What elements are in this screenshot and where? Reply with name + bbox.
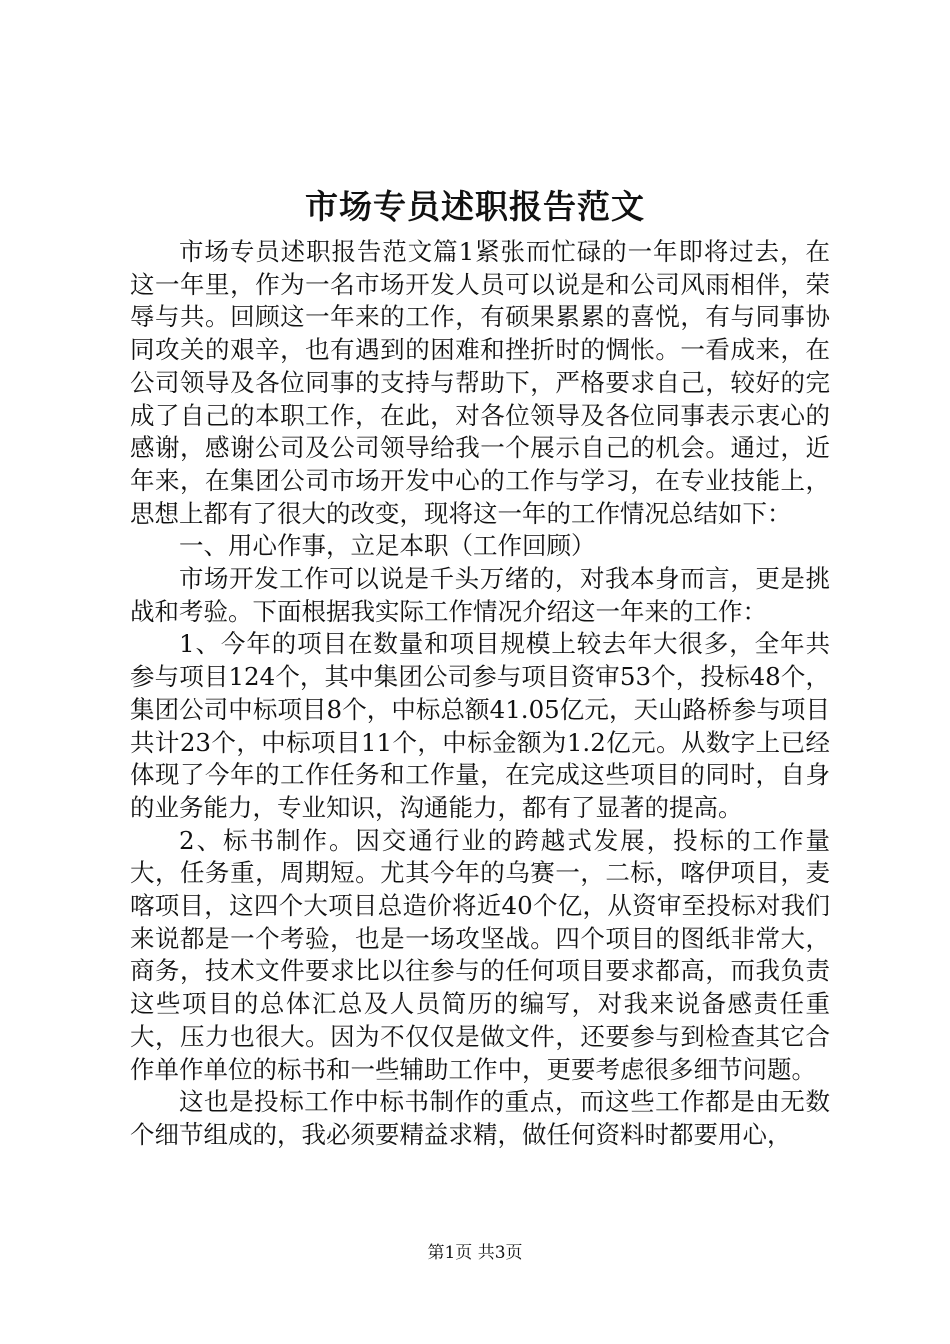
paragraph: 市场专员述职报告范文篇1紧张而忙碌的一年即将过去，在这一年里，作为一名市场开发人员可以说是和公司风雨相伴，荣辱与共。回顾这一年来的工作，有硕果累累的喜悦，有与同事协同攻关的艰辛，也有遇到的困难和挫折时的惆怅。一看成来，在公司领导及各位同事的支持与帮助下，严格要求自己，较好的完成了自己的本职工作，在此，对各位领导及各位同事表示衷心的感谢，感谢公司及公司领导给我一个展示自己的机会。通过，近年来，在集团公司市场开发中心的工作与学习，在专业技能上，思想上都有了很大的改变，现将这一年的工作情况总结如下： [130,237,830,528]
paragraph: 这也是投标工作中标书制作的重点，而这些工作都是由无数个细节组成的，我必须要精益求精，做任何资料时都要用心， [130,1087,830,1149]
paragraph: 1、今年的项目在数量和项目规模上较去年大很多，全年共参与项目124个，其中集团公司参与项目资审53个，投标48个，集团公司中标项目8个，中标总额41.05亿元，天山路桥参与项目共计23个，中标项目11个，中标金额为1.2亿元。从数字上已经体现了今年的工作任务和工作量，在完成这些项目的同时，自身的业务能力，专业知识，沟通能力，都有了显著的提高。 [130,629,830,822]
document-title: 市场专员述职报告范文 [305,187,645,226]
paragraph: 2、标书制作。因交通行业的跨越式发展，投标的工作量大，任务重，周期短。尤其今年的乌赛一，二标，喀伊项目，麦喀项目，这四个大项目总造价将近40个亿，从资审至投标对我们来说都是一个考验，也是一场攻坚战。四个项目的图纸非常大，商务，技术文件要求比以往参与的任何项目要求都高，而我负责这些项目的总体汇总及人员简历的编写，对我来说备感责任重大，压力也很大。因为不仅仅是做文件，还要参与到检查其它合作单作单位的标书和一些辅助工作中，更要考虑很多细节问题。 [130,825,830,1084]
section-heading: 一、用心作事，立足本职（工作回顾） [179,531,596,561]
document-body [130,236,830,1152]
paragraph: 市场开发工作可以说是千头万绪的，对我本身而言，更是挑战和考验。下面根据我实际工作情况介绍这一年来的工作： [130,564,830,626]
page-footer: 第1页 共3页 [427,1243,523,1263]
